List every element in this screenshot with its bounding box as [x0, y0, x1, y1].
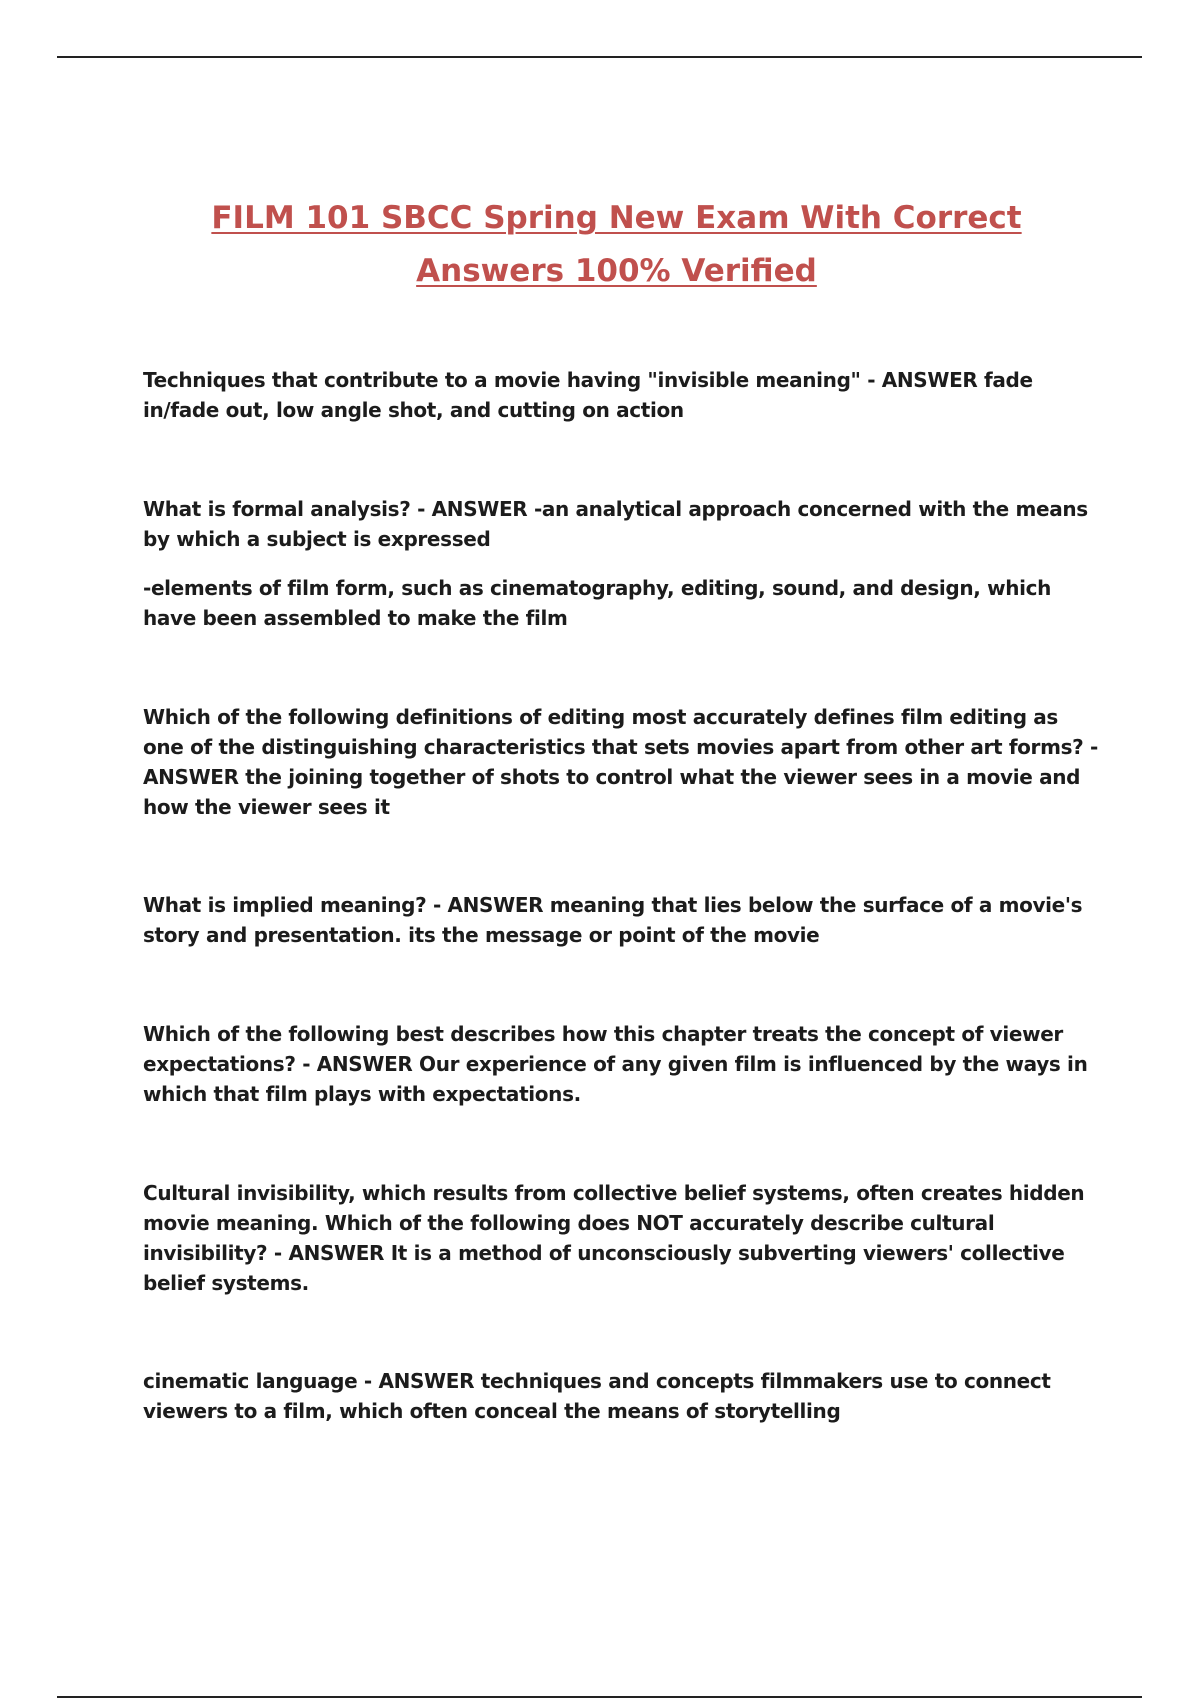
- qa-item: [143, 494, 1103, 554]
- qa-question: Cultural invisibility, which results from collective belief systems, often creates hidden movie meaning. Which of the following does NOT accurately describe cultural invisibility?: [143, 1181, 1085, 1265]
- page-top-rule: [57, 56, 1142, 58]
- qa-answer: It is a method of unconsciously subverting viewers' collective belief systems.: [143, 1241, 1065, 1295]
- qa-question: Which of the following best describes how this chapter treats the concept of viewer expectations?: [143, 1022, 1063, 1076]
- qa-answer: meaning that lies below the surface of a movie's story and presentation. its the message or point of the movie: [143, 893, 1083, 947]
- document-title: [120, 192, 1113, 298]
- qa-question: Techniques that contribute to a movie having "invisible meaning": [143, 368, 861, 392]
- qa-item: [143, 702, 1103, 822]
- qa-answer: fade in/fade out, low angle shot, and cutting on action: [143, 368, 1033, 422]
- qa-answer: -an analytical approach concerned with the means by which a subject is expressed: [143, 497, 1088, 551]
- answer-marker: - ANSWER: [357, 1369, 481, 1393]
- answer-marker: - ANSWER: [295, 1052, 420, 1076]
- answer-marker: - ANSWER: [143, 735, 1098, 789]
- qa-answer-continuation: -elements of film form, such as cinematography, editing, sound, and design, which have been assembled to make the film: [143, 576, 1052, 630]
- qa-question: What is formal analysis?: [143, 497, 411, 521]
- answer-marker: - ANSWER: [267, 1241, 391, 1265]
- page-bottom-rule: [57, 1696, 1142, 1698]
- answer-marker: - ANSWER: [860, 368, 985, 392]
- qa-question: Which of the following definitions of editing most accurately defines film editing as one of the distinguishing characteristics that sets movies apart from other art forms?: [143, 705, 1084, 759]
- qa-item: [143, 1178, 1103, 1298]
- qa-answer: the joining together of shots to control what the viewer sees in a movie and how the viewer sees it: [143, 765, 1081, 819]
- title-line-1: FILM 101 SBCC Spring New Exam With Correct: [211, 200, 1022, 236]
- answer-marker: - ANSWER: [426, 893, 550, 917]
- qa-item: [143, 1019, 1103, 1109]
- qa-item: [143, 365, 1103, 425]
- answer-marker: - ANSWER: [410, 497, 534, 521]
- qa-answer: Our experience of any given film is influenced by the ways in which that film plays with expectations.: [143, 1052, 1088, 1106]
- qa-item: [143, 1366, 1103, 1426]
- qa-answer: techniques and concepts filmmakers use to connect viewers to a film, which often conceal the means of storytelling: [143, 1369, 1051, 1423]
- qa-item: [143, 890, 1103, 950]
- title-line-2: Answers 100% Verified: [416, 253, 817, 289]
- qa-question: What is implied meaning?: [143, 893, 427, 917]
- qa-question: cinematic language: [143, 1369, 358, 1393]
